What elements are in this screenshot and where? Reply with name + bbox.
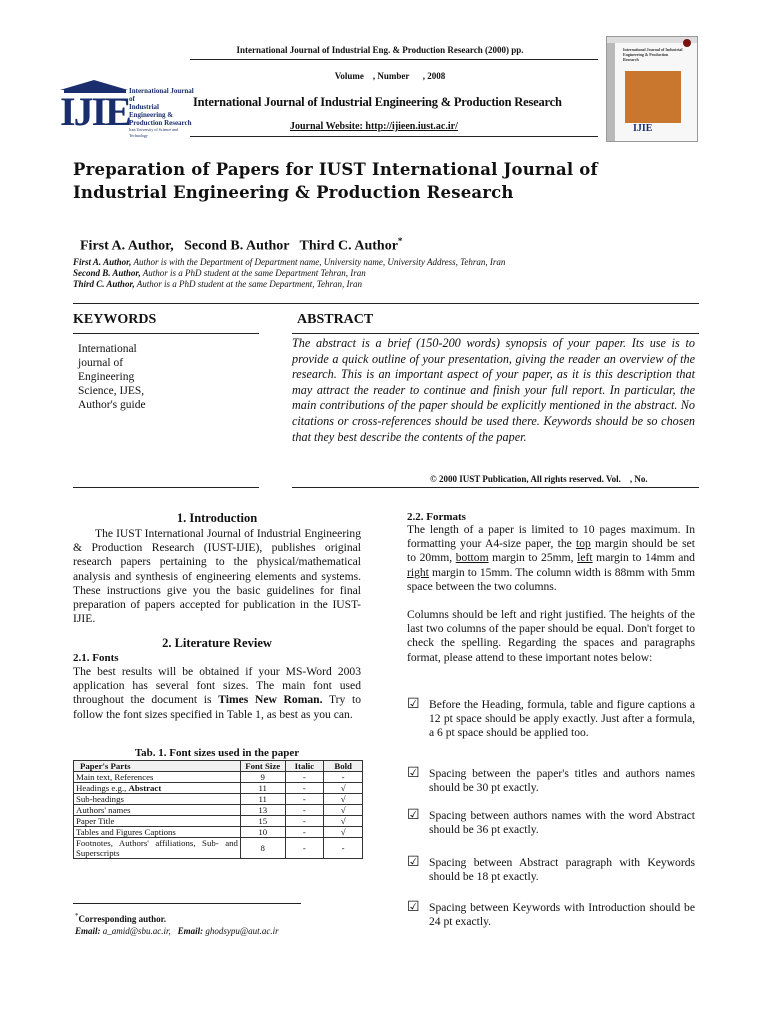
paper-title: Preparation of Papers for IUST International Journal of Industrial Engineering & Production Research <box>73 160 598 202</box>
cover-logo: IJIE <box>633 123 653 134</box>
keywords-rule <box>73 333 259 334</box>
fonts-text: The best results will be obtained if your MS-Word 2003 application has several font sizes. The main font used throughout the document is Times New Roman. Try to follow the font sizes specified in Table 1, as best as you can. <box>73 665 361 721</box>
cover-emblem-icon <box>683 39 691 47</box>
font-size-table <box>73 760 363 859</box>
intro-heading: 1. Introduction <box>176 511 258 525</box>
logo-line-3: Production Research <box>129 119 192 127</box>
section-rule <box>73 303 699 304</box>
abstract-rule-bottom <box>292 487 699 488</box>
bullet-item-3: ☑ Spacing between authors names with the word Abstract should be 36 pt exactly. <box>407 808 695 837</box>
table-row: Authors' names 13 - √ <box>74 805 363 816</box>
table-row: Main text, References 9 - - <box>74 772 363 783</box>
logo-sub-1: Iran University of Science and Technology <box>129 127 178 138</box>
footnote-emails: Email: a_amid@sbu.ac.ir, Email: ghodsypu@aut.ac.ir <box>75 926 279 936</box>
affiliation-1: First A. Author, Author is with the Department of Department name, University name, University Address, Tehran, Iran <box>73 257 506 267</box>
footnote <box>75 910 279 937</box>
table-caption: Tab. 1. Font sizes used in the paper <box>134 747 300 759</box>
fonts-heading: 2.1. Fonts <box>73 652 119 664</box>
formats-heading: 2.2. Formats <box>407 511 466 523</box>
abstract-heading: ABSTRACT <box>297 312 374 327</box>
col-header-part: Paper's Parts <box>74 761 241 772</box>
table-row: Headings e.g., Abstract 11 - √ <box>74 783 363 794</box>
bullet-item-2: ☑ Spacing between the paper's titles and authors names should be 30 pt exactly. <box>407 766 695 795</box>
volume-line: Volume , Number , 2008 <box>334 71 446 81</box>
col-header-bold: Bold <box>324 761 363 772</box>
literature-heading: 2. Literature Review <box>162 636 272 650</box>
keyword-1: International <box>78 343 137 355</box>
intro-text: The IUST International Journal of Industrial Engineering & Production Research (IUST-IJIE), publishes original research papers pertaining to the physical/mathematical analysis and synthesis of engineering elements and systems. These instructions give you the basic guidelines for final preparation of papers accepted for publication in the IUST- IJIE. <box>73 527 361 626</box>
bullet-item-5: ☑ Spacing between Keywords with Introduction should be 24 pt exactly. <box>407 900 695 929</box>
keywords-heading: KEYWORDS <box>73 312 157 327</box>
affiliation-2: Second B. Author, Author is a PhD student at the same Department Tehran, Iran <box>73 268 366 278</box>
logo-letters: IJIE <box>60 89 130 134</box>
logo-text-block <box>129 87 195 139</box>
author-names: First A. Author, Second B. Author Third C. Author <box>80 238 398 254</box>
header-rule-top <box>190 59 598 60</box>
copyright-line: © 2000 IUST Publication, All rights reserved. Vol. , No. <box>430 474 648 484</box>
journal-name: International Journal of Industrial Engineering & Production Research <box>193 95 562 109</box>
footnote-corresponding: *Corresponding author. <box>75 912 167 924</box>
checkbox-icon: ☑ <box>407 697 420 712</box>
keyword-4: Science, IJES, <box>78 385 145 397</box>
logo-line-1: International Journal of <box>129 87 194 103</box>
col-header-italic: Italic <box>285 761 324 772</box>
author-line <box>73 220 402 255</box>
cover-title: International Journal of Industrial Engineering & Production Research <box>623 47 683 62</box>
affiliation-3: Third C. Author, Author is a PhD student at the same Department, Tehran, Iran <box>73 279 362 289</box>
header-rule-bottom <box>190 136 598 137</box>
table-header-row <box>74 761 363 772</box>
logo-line-2: Industrial Engineering & <box>129 103 174 119</box>
corresponding-mark: * <box>397 236 403 246</box>
keyword-3: Engineering <box>78 371 135 383</box>
keyword-2: journal of <box>78 357 124 369</box>
email-2[interactable]: ghodsypu@aut.ac.ir <box>203 926 279 936</box>
keywords-rule-bottom <box>73 487 259 488</box>
keywords-list <box>78 342 258 412</box>
table-row: Tables and Figures Captions 10 - √ <box>74 827 363 838</box>
checkbox-icon: ☑ <box>407 900 420 915</box>
journal-cover-thumbnail <box>606 36 698 142</box>
bullet-item-1: ☑ Before the Heading, formula, table and figure captions a 12 pt space should be apply exactly. Just after a formula, a 6 pt space should be applied too. <box>407 697 695 740</box>
cover-art <box>625 71 681 123</box>
journal-website[interactable]: Journal Website: http://ijieen.iust.ac.ir/ <box>290 121 458 132</box>
cover-left-strip <box>607 43 615 141</box>
formats-paragraph-1: The length of a paper is limited to 10 pages maximum. In formatting your A4-size paper, the top margin should be set to 20mm, bottom margin to 25mm, left margin to 14mm and right margin to 15mm. The column width is 88mm with 5mm space between the two columns. <box>407 523 696 593</box>
affiliations <box>73 257 693 290</box>
table-row: Paper Title 15 - √ <box>74 816 363 827</box>
formats-paragraph-2: Columns should be left and right justified. The heights of the last two columns of the paper should be equal. Don't forget to check the spelling. Regarding the spaces and paragraphs format, please attend to these important notes below: <box>407 608 695 664</box>
bullet-item-4: ☑ Spacing between Abstract paragraph with Keywords should be 18 pt exactly. <box>407 855 695 884</box>
table-row: Footnotes, Authors' affiliations, Sub- and Superscripts 8 - - <box>74 838 363 859</box>
checkbox-icon: ☑ <box>407 766 420 781</box>
running-title: International Journal of Industrial Eng. & Production Research (2000) pp. <box>236 45 524 55</box>
abstract-text: The abstract is a brief (150-200 words) synopsis of your paper. Its use is to provide a quick outline of your presentation, giving the reader an overview of the research. This is an important aspect of your paper, as it is this description that may attract the reader to continue and finish your full report. In particular, the main contributions of the paper should be explicitly mentioned in the abstract. No citations or cross-references should be used there. Keywords should be so chosen that they best describe the contents of the paper. <box>292 336 695 444</box>
main-font-name: Times New Roman. <box>218 693 323 707</box>
keyword-5: Author's guide <box>78 399 146 411</box>
abstract-rule <box>292 333 699 334</box>
journal-logo <box>60 78 195 136</box>
email-1[interactable]: a_amid@sbu.ac.ir, <box>100 926 171 936</box>
table-row: Sub-headings 11 - √ <box>74 794 363 805</box>
checkbox-icon: ☑ <box>407 855 420 870</box>
col-header-size: Font Size <box>240 761 285 772</box>
footnote-rule <box>73 903 301 904</box>
checkbox-icon: ☑ <box>407 808 420 823</box>
